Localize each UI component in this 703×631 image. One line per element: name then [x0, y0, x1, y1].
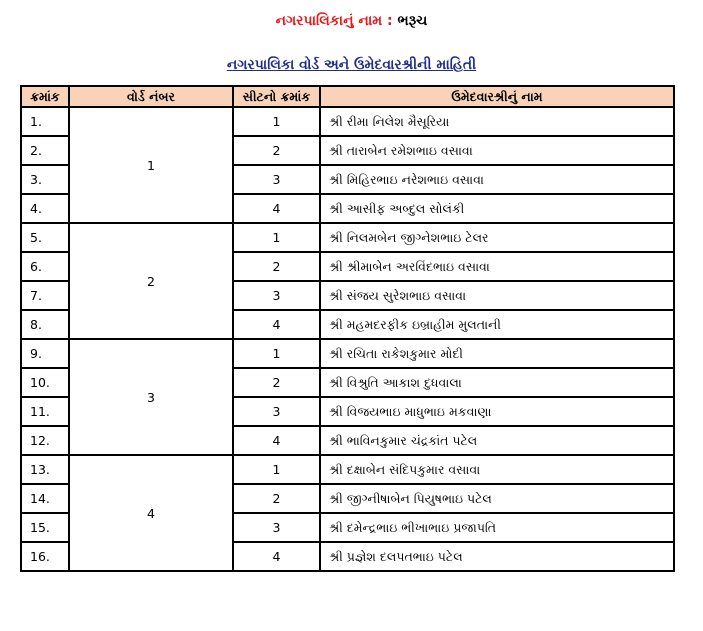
ward-cell: 4 — [69, 455, 233, 571]
candidate-name-cell: શ્રી રચિતા રાકેશકુમાર મોદી — [320, 339, 674, 368]
seat-cell: 2 — [233, 368, 320, 397]
candidate-name-cell: શ્રી પ્રજ્ઞેશ દલપતભાઇ પટેલ — [320, 542, 674, 571]
table-row — [21, 455, 674, 484]
candidate-name-cell: શ્રી દમેન્દ્રભાઇ ભીખાભાઇ પ્રજાપતિ — [320, 513, 674, 542]
ward-cell: 1 — [69, 107, 233, 223]
candidate-name-cell: શ્રી ભાવિનકુમાર ચંદ્રકાંત પટેલ — [320, 426, 674, 455]
serial-cell: 5. — [21, 223, 69, 252]
candidates-table — [20, 85, 675, 572]
serial-cell: 6. — [21, 252, 69, 281]
candidate-name-cell: શ્રી વિશ્રુતિ આકાશ દુધવાલા — [320, 368, 674, 397]
serial-cell: 7. — [21, 281, 69, 310]
candidate-name-cell: શ્રી મહમદરફીક ઇબ્રાહીમ મુલતાની — [320, 310, 674, 339]
seat-cell: 1 — [233, 107, 320, 136]
serial-cell: 10. — [21, 368, 69, 397]
seat-cell: 1 — [233, 339, 320, 368]
column-header-ward: વોર્ડ નંબર — [69, 86, 233, 107]
candidate-name-cell: શ્રી સંજય સુરેશભાઇ વસાવા — [320, 281, 674, 310]
serial-cell: 2. — [21, 136, 69, 165]
page-title — [0, 10, 703, 32]
table-row — [21, 339, 674, 368]
serial-cell: 11. — [21, 397, 69, 426]
seat-cell: 2 — [233, 136, 320, 165]
serial-cell: 4. — [21, 194, 69, 223]
seat-cell: 4 — [233, 310, 320, 339]
serial-cell: 14. — [21, 484, 69, 513]
title-value: ભરૂચ — [397, 13, 428, 29]
seat-cell: 4 — [233, 426, 320, 455]
ward-cell: 2 — [69, 223, 233, 339]
seat-cell: 3 — [233, 165, 320, 194]
serial-cell: 9. — [21, 339, 69, 368]
seat-cell: 4 — [233, 542, 320, 571]
column-header-candidate: ઉમેદવારશ્રીનું નામ — [320, 86, 674, 107]
candidate-name-cell: શ્રી આસીફ અબ્દુલ સોલંકી — [320, 194, 674, 223]
candidate-name-cell: શ્રી દક્ષાબેન સંદિપકુમાર વસાવા — [320, 455, 674, 484]
seat-cell: 1 — [233, 455, 320, 484]
candidate-name-cell: શ્રી જીગ્નીષાબેન પિયુષભાઇ પટેલ — [320, 484, 674, 513]
column-header-serial: ક્રમાંક — [21, 86, 69, 107]
seat-cell: 3 — [233, 281, 320, 310]
seat-cell: 2 — [233, 252, 320, 281]
title-label: નગરપાલિકાનું નામ : — [275, 13, 393, 29]
seat-cell: 3 — [233, 513, 320, 542]
serial-cell: 12. — [21, 426, 69, 455]
serial-cell: 13. — [21, 455, 69, 484]
candidate-name-cell: શ્રી રીમા નિલેશ મૈસૂરિયા — [320, 107, 674, 136]
candidate-name-cell: શ્રી વિજયભાઇ માધુભાઇ મકવાણા — [320, 397, 674, 426]
column-header-seat: સીટનો ક્રમાંક — [233, 86, 320, 107]
serial-cell: 15. — [21, 513, 69, 542]
seat-cell: 1 — [233, 223, 320, 252]
serial-cell: 3. — [21, 165, 69, 194]
serial-cell: 16. — [21, 542, 69, 571]
seat-cell: 3 — [233, 397, 320, 426]
table-header-row — [21, 86, 674, 107]
seat-cell: 4 — [233, 194, 320, 223]
seat-cell: 2 — [233, 484, 320, 513]
page-subtitle: નગરપાલિકા વોર્ડ અને ઉમેદવારશ્રીની માહિતી — [226, 57, 477, 73]
candidate-name-cell: શ્રી તારાબેન રમેશભાઇ વસાવા — [320, 136, 674, 165]
table-row — [21, 223, 674, 252]
serial-cell: 1. — [21, 107, 69, 136]
table-row — [21, 107, 674, 136]
candidate-name-cell: શ્રી મિહિરભાઇ નરેશભાઇ વસાવા — [320, 165, 674, 194]
candidate-name-cell: શ્રી નિલમબેન જીગ્નેશભાઇ ટેલર — [320, 223, 674, 252]
serial-cell: 8. — [21, 310, 69, 339]
candidate-name-cell: શ્રી શ્રીમાબેન અરવિંદભાઇ વસાવા — [320, 252, 674, 281]
ward-cell: 3 — [69, 339, 233, 455]
